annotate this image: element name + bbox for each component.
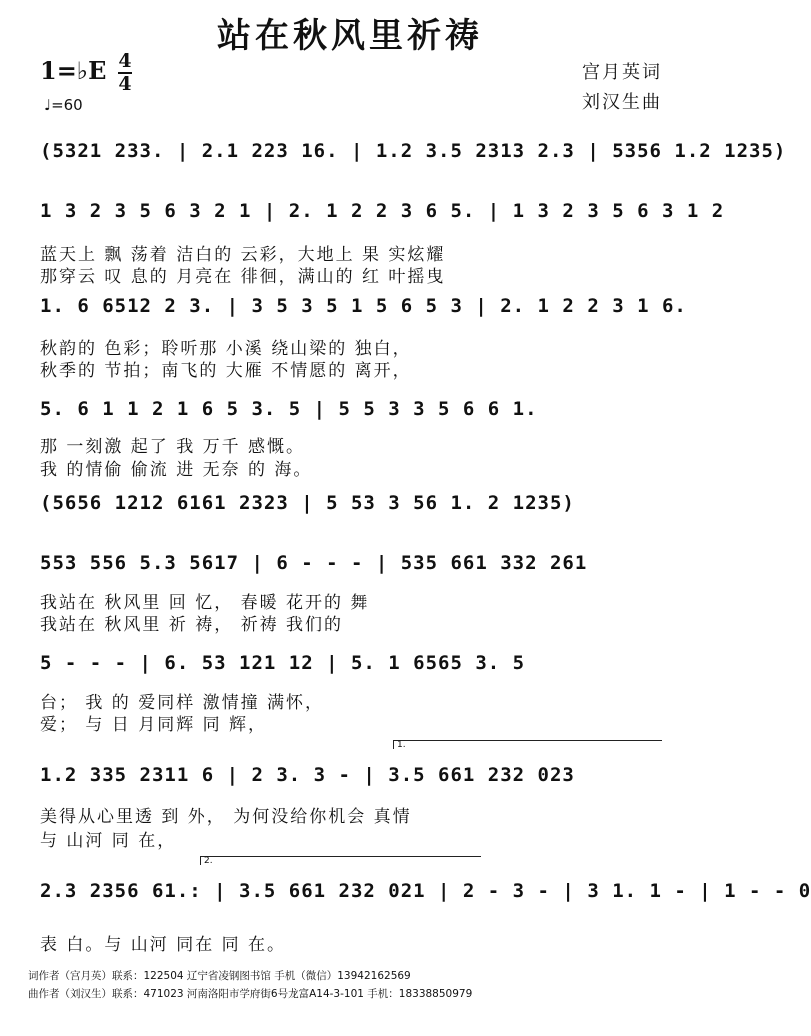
lyric-line-7a: 台； 我 的 爱同样 激情撞 满怀， bbox=[40, 693, 325, 713]
footer-lyricist-contact: 词作者（宫月英）联系：122504 辽宁省凌钢图书馆 手机（微信）13942162569 bbox=[28, 970, 411, 982]
score-line-8: 1.2 335 2311 6 | 2 3. 3 - | 3.5 661 232 023 bbox=[40, 764, 575, 786]
lyric-line-8a: 美得从心里透 到 外， 为何没给你机会 真情 bbox=[40, 807, 412, 827]
score-line-2: 1 3 2 3 5 6 3 2 1 | 2. 1 2 2 3 6 5. | 1 3 2 3 5 6 3 1 2 bbox=[40, 200, 725, 222]
lyric-line-3a: 秋韵的 色彩；聆听那 小溪 绕山梁的 独白， bbox=[40, 339, 412, 359]
score-line-4: 5. 6 1 1 2 1 6 5 3. 5 | 5 5 3 3 5 6 6 1. bbox=[40, 398, 538, 420]
lyric-line-3b: 秋季的 节拍；南飞的 大雁 不情愿的 离开， bbox=[40, 361, 412, 381]
lyric-line-4a: 那 一刻激 起了 我 万千 感慨。 bbox=[40, 437, 306, 457]
key-signature: 1=♭E bbox=[40, 56, 107, 85]
tempo-marking: ♩=60 bbox=[44, 96, 83, 114]
credits bbox=[582, 58, 662, 118]
time-signature bbox=[118, 52, 132, 94]
score-line-7: 5 - - - | 6. 53 121 12 | 5. 1 6565 3. 5 bbox=[40, 652, 526, 674]
time-signature-top: 4 bbox=[118, 50, 132, 72]
lyric-line-4b: 我 的情偷 偷流 进 无奈 的 海。 bbox=[40, 460, 313, 480]
lyric-line-2a: 蓝天上 飘 荡着 洁白的 云彩，大地上 果 实炫耀 bbox=[40, 245, 446, 265]
score-line-3: 1. 6 6512 2 3. | 3 5 3 5 1 5 6 5 3 | 2. 1 2 2 3 1 6. bbox=[40, 295, 687, 317]
footer-composer-contact: 曲作者（刘汉生）联系：471023 河南洛阳市学府街6号龙富A14-3-101 手机：18338850979 bbox=[28, 988, 473, 1000]
lyric-line-8b: 与 山河 同 在， bbox=[40, 831, 177, 851]
score-line-9: 2.3 2356 61.: | 3.5 661 232 021 | 2 - 3 - | 3 1. 1 - | 1 - - 0 bbox=[40, 880, 811, 902]
lyric-line-9a: 表 白。与 山河 同在 同 在。 bbox=[40, 935, 287, 955]
lyric-line-6b: 我站在 秋风里 祈 祷， 祈祷 我们的 bbox=[40, 615, 344, 635]
lyric-line-2b: 那穿云 叹 息的 月亮在 徘徊，满山的 红 叶摇曳 bbox=[40, 267, 446, 287]
volta-bracket-2 bbox=[200, 856, 481, 865]
composer-credit: 刘汉生曲 bbox=[582, 92, 662, 113]
time-signature-bottom: 4 bbox=[118, 73, 132, 95]
lyric-line-6a: 我站在 秋风里 回 忆， 春暖 花开的 舞 bbox=[40, 593, 370, 613]
score-line-5: (5656 1212 6161 2323 | 5 53 3 56 1. 2 1235) bbox=[40, 492, 575, 514]
score-line-6: 553 556 5.3 5617 | 6 - - - | 535 661 332 261 bbox=[40, 552, 588, 574]
song-title: 站在秋风里祈祷 bbox=[217, 16, 483, 56]
lyricist-credit: 宫月英词 bbox=[582, 62, 662, 83]
volta-bracket-1 bbox=[393, 740, 662, 749]
lyric-line-7b: 爱； 与 日 月同辉 同 辉， bbox=[40, 715, 268, 735]
volta-label-2: 2. bbox=[204, 856, 213, 866]
volta-label-1: 1. bbox=[397, 740, 406, 750]
score-line-1: (5321 233. | 2.1 223 16. | 1.2 3.5 2313 2.3 | 5356 1.2 1235) bbox=[40, 140, 787, 162]
